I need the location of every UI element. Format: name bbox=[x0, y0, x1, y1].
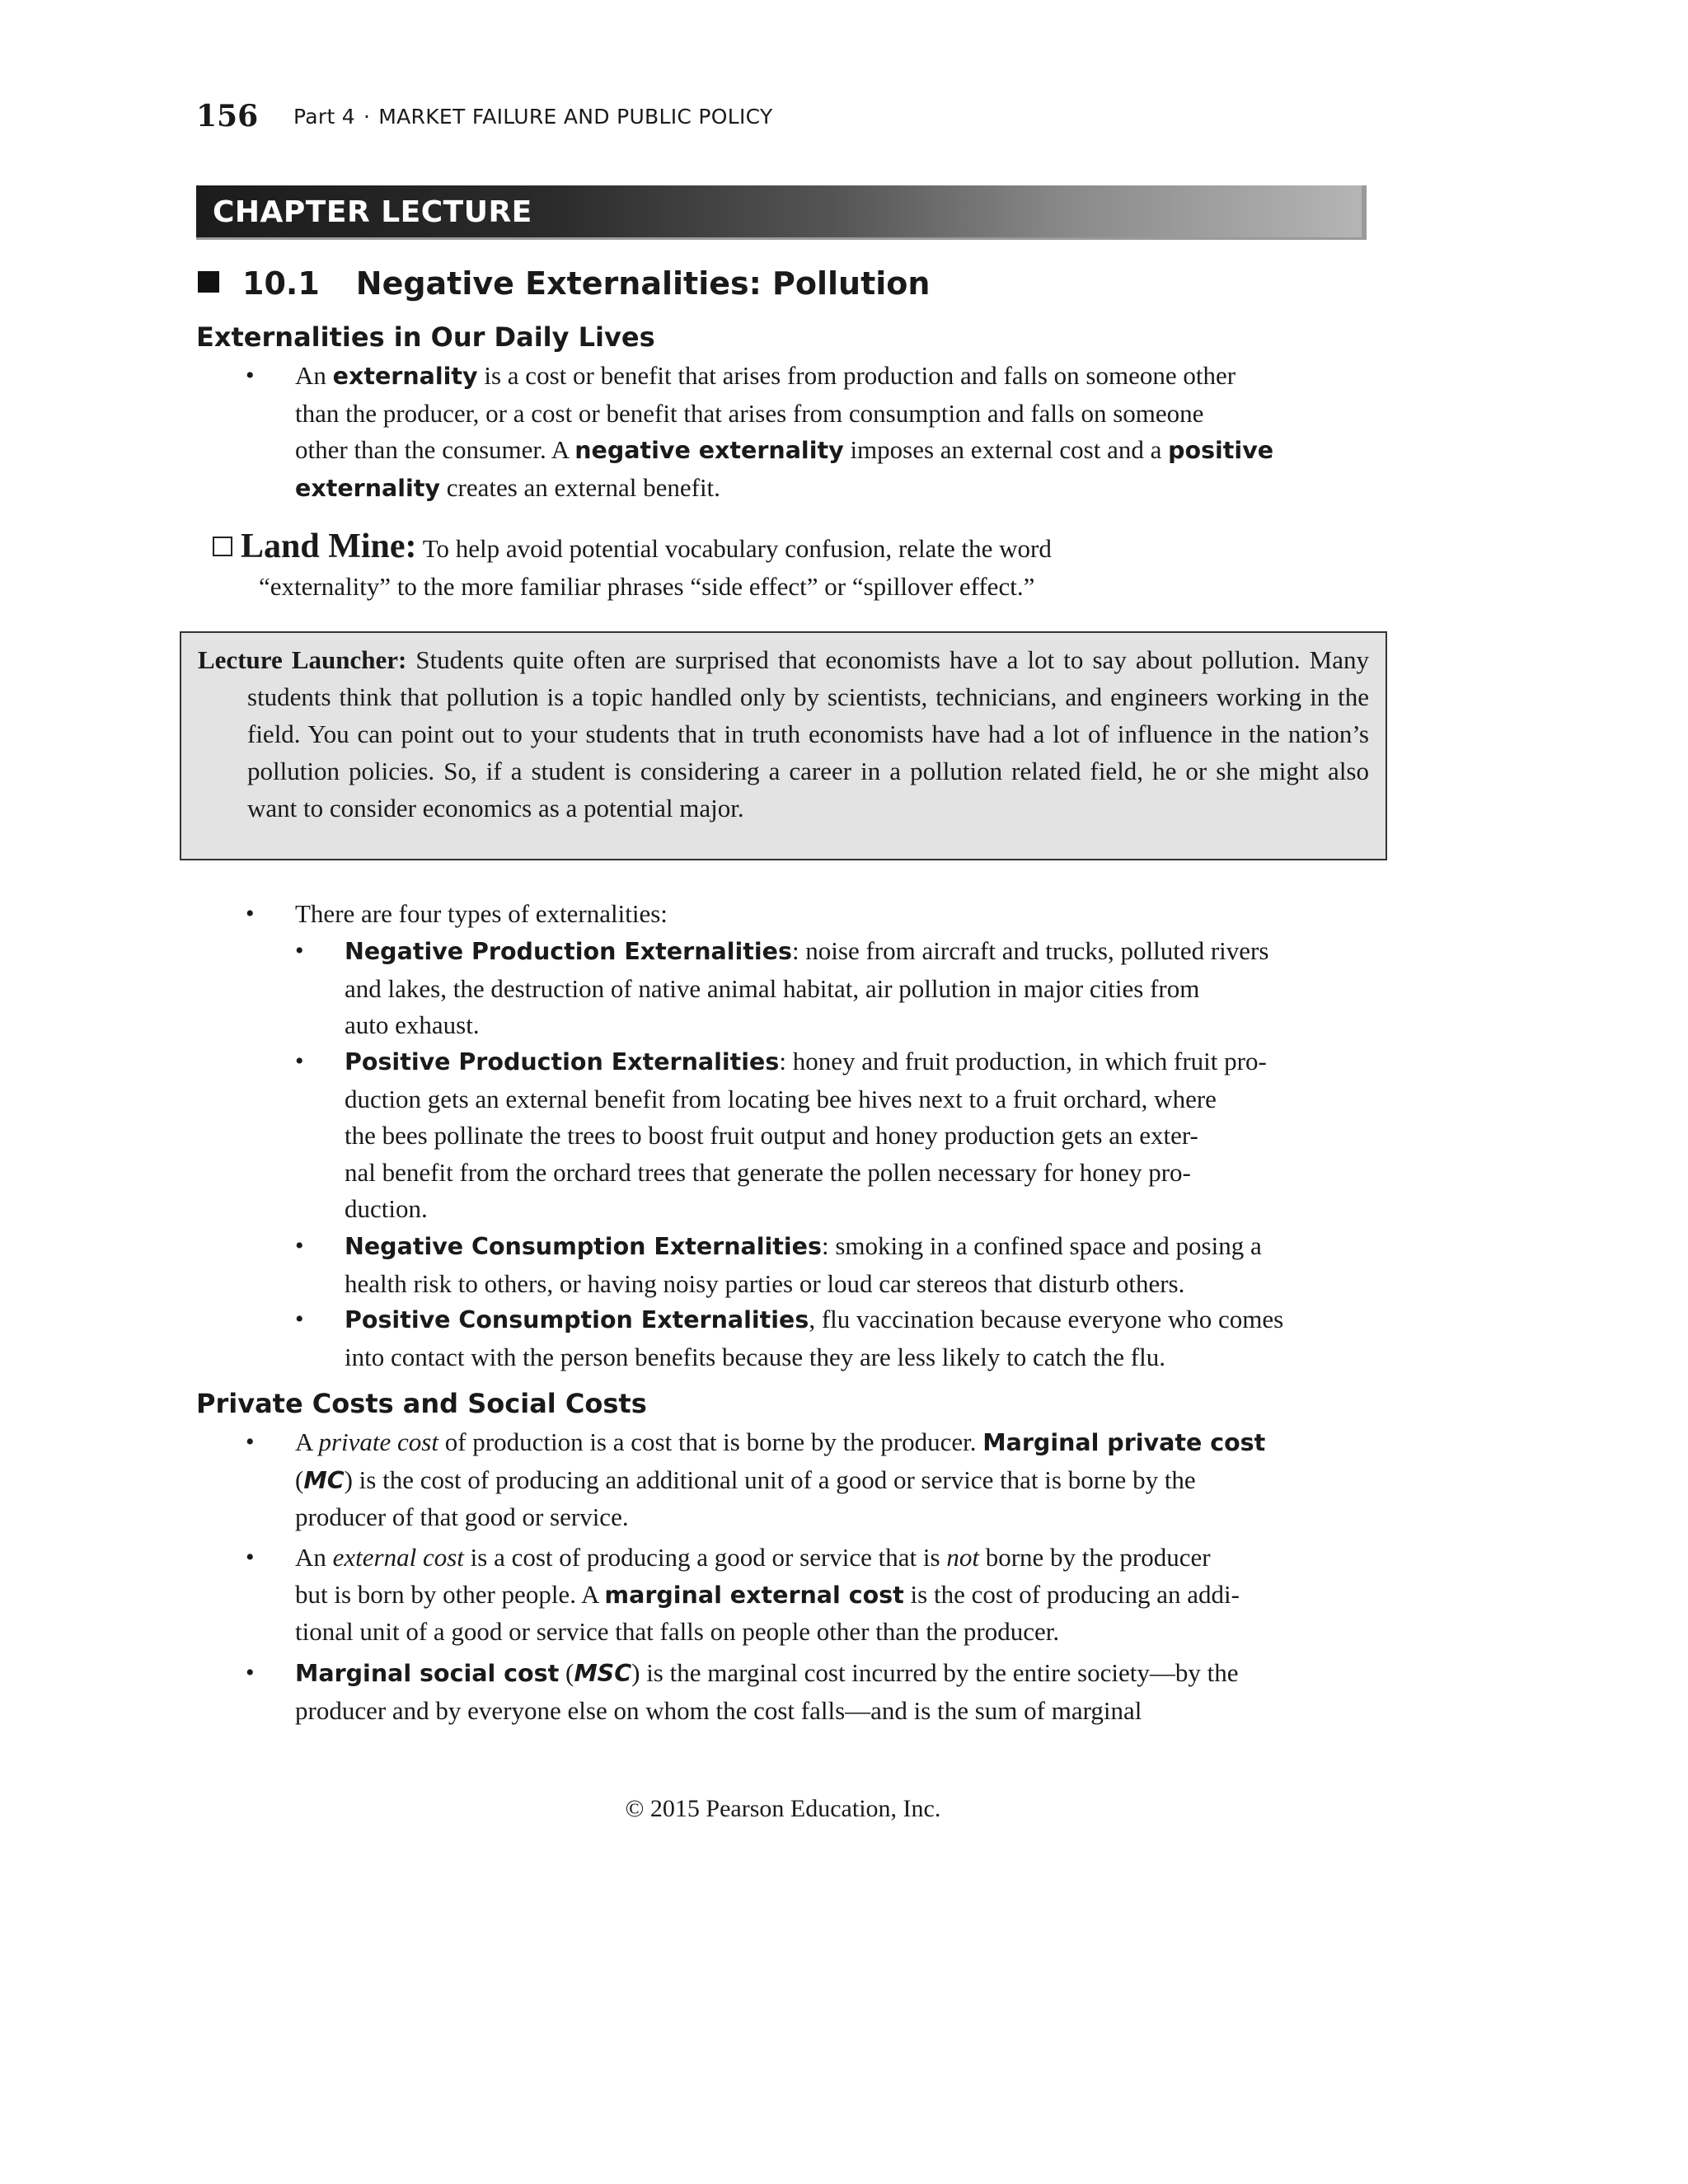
list-item-negative-consumption: Negative Consumption Externalities: smoking in a confined space and posing a health risk to others, or having noisy parties or loud car stereos that disturb others. bbox=[345, 1231, 1262, 1298]
part-label: Part 4 bbox=[293, 105, 356, 129]
paragraph-externality-definition: An externality is a cost or benefit that arises from production and falls on someone other than the producer, or a cost or benefit that arises from consumption and falls on someone other than the consumer. A negative externality imposes an external cost and a positive externality creates an external benefit. bbox=[295, 361, 1274, 502]
bullet-icon: • bbox=[246, 900, 255, 927]
bullet-icon: • bbox=[246, 1428, 255, 1455]
list-item-negative-production: Negative Production Externalities: noise from aircraft and trucks, polluted rivers and lakes, the destruction of native animal habitat, air pollution in major cities from auto exhaust. bbox=[345, 936, 1269, 1039]
separator: · bbox=[363, 105, 371, 129]
page-number: 156 bbox=[196, 99, 259, 134]
part-title: MARKET FAILURE AND PUBLIC POLICY bbox=[378, 105, 773, 129]
lecture-launcher-title: Lecture Launcher: bbox=[198, 645, 407, 674]
running-head bbox=[293, 105, 773, 129]
square-bullet-icon bbox=[198, 271, 219, 293]
paragraph-marginal-social-cost: Marginal social cost (MSC) is the marginal cost incurred by the entire society—by the producer and by everyone else on whom the cost falls—and is the sum of marginal bbox=[295, 1658, 1239, 1725]
lecture-launcher-box bbox=[180, 631, 1387, 860]
list-item-positive-consumption: Positive Consumption Externalities, flu vaccination because everyone who comes into contact with the person benefits because they are less likely to catch the flu. bbox=[345, 1305, 1284, 1371]
section-number: 10.1 bbox=[242, 265, 320, 302]
bullet-icon: • bbox=[295, 1047, 304, 1075]
chapter-lecture-title: CHAPTER LECTURE bbox=[213, 195, 532, 229]
bullet-icon: • bbox=[246, 362, 255, 389]
paragraph-private-cost: A private cost of production is a cost that is borne by the producer. Marginal private cost (MC) is the cost of producing an additional unit of a good or service that is borne by the producer of that good or service. bbox=[295, 1427, 1266, 1531]
paragraph-external-cost: An external cost is a cost of producing a good or service that is not borne by the producer but is born by other people. A marginal external cost is the cost of producing an addi- tional unit of a good or service that falls on people other than the producer. bbox=[295, 1543, 1240, 1646]
lecture-launcher-text: Students quite often are surprised that economists have a lot to say about pollution. Many students think that pollution is a topic handled only by scientists, technicians, and engineers working in the field. You can point out to your students that in truth economists have had a lot of influence in the nation’s pollution policies. So, if a student is considering a career in a pollution related field, he or she might also want to consider economics as a potential major. bbox=[247, 645, 1369, 823]
subheading-private-social-costs: Private Costs and Social Costs bbox=[196, 1388, 647, 1419]
land-mine-title: Land Mine: bbox=[241, 527, 417, 565]
chapter-lecture-bar bbox=[196, 185, 1367, 240]
subheading-externalities: Externalities in Our Daily Lives bbox=[196, 321, 655, 353]
checkbox-icon bbox=[213, 537, 232, 556]
section-title: Negative Externalities: Pollution bbox=[355, 265, 931, 302]
types-intro: There are four types of externalities: bbox=[295, 899, 668, 928]
land-mine-note: Land Mine: To help avoid potential vocabulary confusion, relate the word “externality” to the more familiar phrases “side effect” or “spillover effect.” bbox=[213, 527, 1367, 606]
list-item-positive-production: Positive Production Externalities: honey and fruit production, in which fruit pro- duction gets an external benefit from locating bee hives next to a fruit orchard, where the bees pollinate the trees to boost fruit output and honey production gets an exter- nal benefit from the orchard trees that generate the pollen necessary for honey pro- duction. bbox=[345, 1047, 1267, 1223]
bullet-icon: • bbox=[295, 937, 304, 964]
copyright-footer: © 2015 Pearson Education, Inc. bbox=[625, 1795, 941, 1822]
bullet-icon: • bbox=[295, 1232, 304, 1259]
bullet-icon: • bbox=[246, 1544, 255, 1571]
bullet-icon: • bbox=[295, 1305, 304, 1333]
bullet-icon: • bbox=[246, 1659, 255, 1686]
section-heading bbox=[198, 265, 930, 302]
